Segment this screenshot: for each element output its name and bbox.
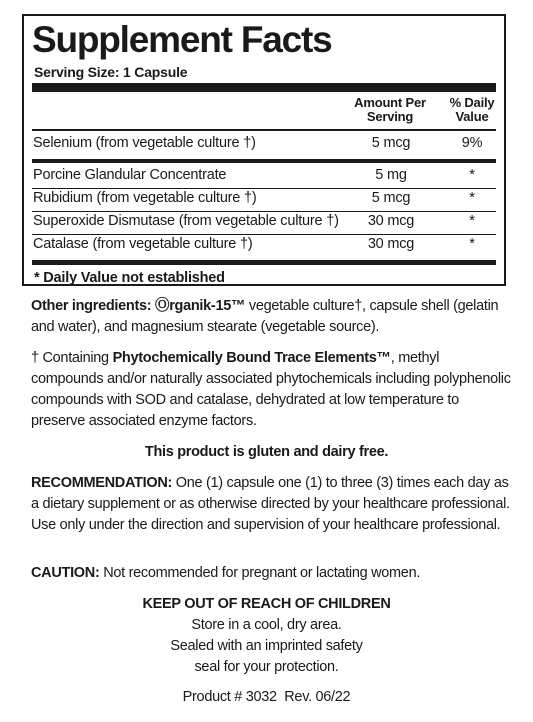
header-amount-line2: Serving xyxy=(366,109,414,124)
gluten-free-statement: This product is gluten and dairy free. xyxy=(144,444,389,460)
row-amount: 5 mg xyxy=(375,167,407,183)
row-name: Superoxide Dismutase (from vegetable culture †) xyxy=(33,213,339,229)
header-amount-line1: Amount Per xyxy=(354,95,426,110)
row-divider xyxy=(32,188,496,189)
seal-line-2: seal for your protection. xyxy=(194,659,339,675)
serving-size: Serving Size: 1 Capsule xyxy=(34,64,188,80)
containing-text: , methyl compounds and/or naturally associated phytochemicals including polyphenolic compounds with SOD and catalase, dehydrated at low temperature to preserve associated enzyme factors. xyxy=(31,350,511,429)
header-dv-line2: Value xyxy=(455,109,489,124)
row-amount: 30 mcg xyxy=(367,213,415,229)
bottom-divider xyxy=(32,260,496,265)
row-amount: 30 mcg xyxy=(367,236,415,252)
storage-instructions: Store in a cool, dry area. xyxy=(191,617,342,633)
row-name: Catalase (from vegetable culture †) xyxy=(33,236,253,252)
seal-line-1: Sealed with an imprinted safety xyxy=(170,638,363,654)
caution xyxy=(31,563,511,584)
product-number: Product # 3032 Rev. 06/22 xyxy=(182,689,351,705)
containing-prefix: † Containing xyxy=(31,350,113,366)
row-name: Porcine Glandular Concentrate xyxy=(33,167,227,183)
containing-bold: Phytochemically Bound Trace Elements™ xyxy=(112,350,391,366)
containing-note xyxy=(31,348,511,432)
row-daily-value: 9% xyxy=(461,135,483,151)
recommendation-text: One (1) capsule one (1) to three (3) times each day as a dietary supplement or as otherwise directed by your healthcare professional. Use only under the direction and supervision of your healthcare professional. xyxy=(31,475,510,533)
supplement-facts-panel xyxy=(22,14,506,286)
row-amount: 5 mcg xyxy=(371,135,411,151)
recommendation xyxy=(31,473,511,536)
other-ingredients xyxy=(31,296,511,338)
panel-title: Supplement Facts xyxy=(32,19,332,60)
daily-value-footnote: * Daily Value not established xyxy=(34,270,225,286)
caution-text: Not recommended for pregnant or lactating women. xyxy=(99,565,421,581)
row-name: Rubidium (from vegetable culture †) xyxy=(33,190,257,206)
header-daily-value xyxy=(442,96,502,124)
other-ingredients-label: Other ingredients: xyxy=(31,298,152,314)
row-divider xyxy=(32,211,496,212)
row-divider xyxy=(32,234,496,235)
keep-out-warning: KEEP OUT OF REACH OF CHILDREN xyxy=(142,596,391,612)
row-amount: 5 mcg xyxy=(371,190,411,206)
row-daily-value: * xyxy=(469,190,475,206)
other-ingredients-text: vegetable culture†, capsule shell (gelatin and water), and magnesium stearate (vegetable source). xyxy=(31,298,499,335)
brand-name: Ⓞrganik-15™ xyxy=(155,298,246,314)
header-divider xyxy=(32,129,496,131)
row-daily-value: * xyxy=(469,236,475,252)
header-dv-line1: % Daily xyxy=(449,95,495,110)
row-name: Selenium (from vegetable culture †) xyxy=(33,135,256,151)
caution-label: CAUTION: xyxy=(31,565,100,581)
recommendation-label: RECOMMENDATION: xyxy=(31,475,173,491)
section-divider xyxy=(32,159,496,163)
row-daily-value: * xyxy=(469,167,475,183)
top-divider xyxy=(32,83,496,92)
row-daily-value: * xyxy=(469,213,475,229)
header-amount xyxy=(346,96,434,124)
